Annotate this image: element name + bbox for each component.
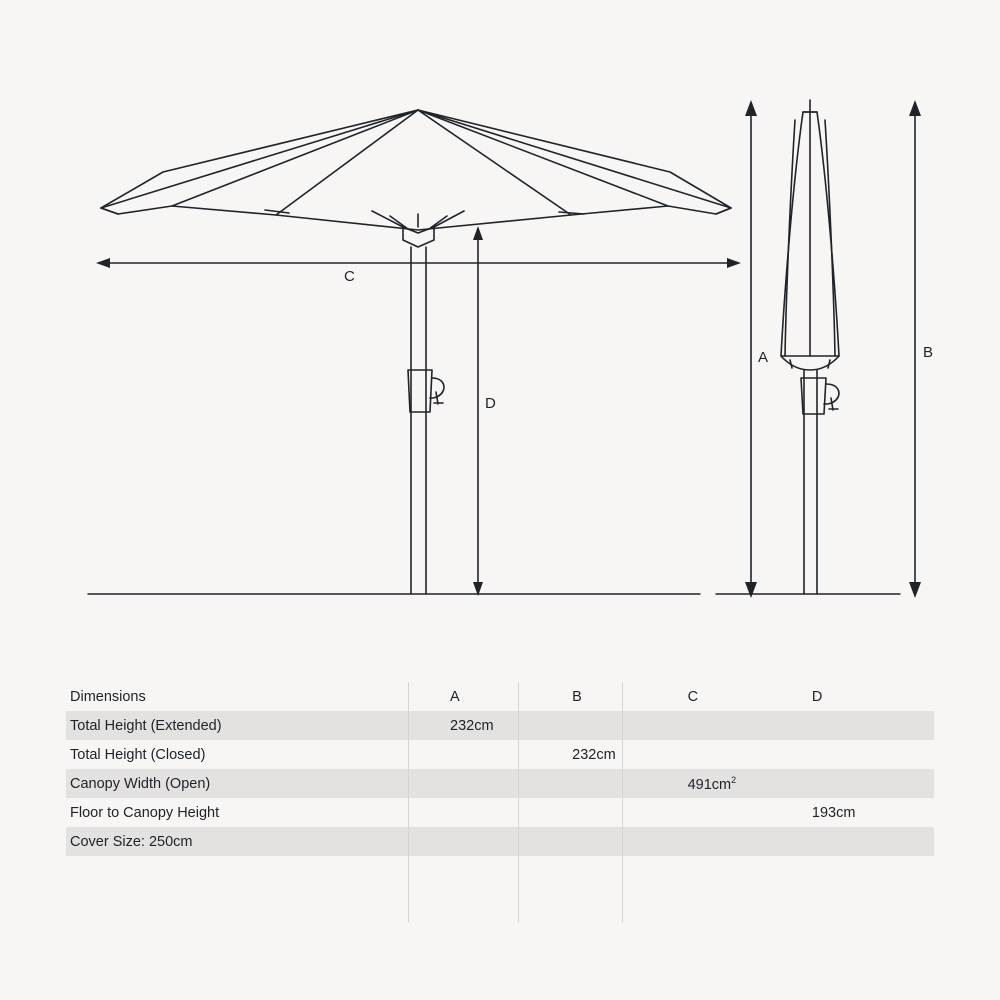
row-value-d: 193cm [811, 804, 856, 821]
row-value-c-number: 491cm [687, 776, 732, 793]
table-row-spacer [66, 856, 934, 885]
spacer-cell [572, 856, 687, 885]
spacer-cell [688, 856, 812, 885]
row-value-c [688, 769, 812, 798]
row-value-c-superscript: 2 [731, 774, 737, 785]
dimension-arrow-b [909, 100, 921, 598]
row-value-d [812, 711, 934, 740]
spacer-cell [572, 885, 687, 914]
open-parasol-illustration [88, 110, 731, 594]
table-divider-a [408, 682, 409, 922]
diagram-label-a: A [758, 349, 769, 366]
table-divider-b [518, 682, 519, 922]
row-value-c [688, 740, 812, 769]
row-value-a [450, 740, 572, 769]
row-value-b [572, 798, 687, 827]
table-header-c: C [687, 688, 699, 705]
diagram-label-d: D [485, 395, 497, 412]
table-header-dimensions: Dimensions [70, 688, 146, 705]
row-value-d [812, 769, 934, 798]
dimensions-table [66, 682, 934, 914]
row-label-total-height-extended: Total Height (Extended) [66, 711, 450, 740]
row-value-a: 232cm [450, 711, 572, 740]
row-value-c [688, 798, 812, 827]
row-label-floor-to-canopy-height: Floor to Canopy Height [70, 804, 220, 821]
spacer-cell [450, 885, 572, 914]
dimension-arrow-a [745, 100, 757, 598]
table-row [66, 769, 934, 798]
row-value-b [572, 711, 687, 740]
table-row [66, 740, 934, 769]
spacer-cell [450, 856, 572, 885]
spacer-cell [66, 885, 450, 914]
dimension-arrow-c [96, 258, 741, 268]
row-value-b [572, 769, 687, 798]
dimension-arrow-d [473, 226, 483, 596]
table-row-spacer [66, 885, 934, 914]
row-value-c [688, 711, 812, 740]
closed-parasol-illustration [716, 100, 900, 594]
row-label-total-height-closed: Total Height (Closed) [70, 746, 206, 763]
row-value-a [450, 769, 572, 798]
diagram-label-c: C [344, 268, 356, 285]
spacer-cell [812, 856, 934, 885]
dimensions-table-wrapper [66, 682, 934, 914]
row-label-canopy-width-open: Canopy Width (Open) [66, 769, 450, 798]
spacer-cell [812, 885, 934, 914]
table-header-b: B [572, 688, 582, 705]
table-row [66, 711, 934, 740]
row-value-d [812, 740, 934, 769]
table-row [66, 682, 934, 711]
table-divider-c [622, 682, 623, 922]
spacer-cell [688, 885, 812, 914]
table-header-d: D [811, 688, 823, 705]
row-value-a [450, 798, 572, 827]
table-row [66, 827, 934, 856]
row-value-b: 232cm [572, 746, 616, 763]
diagram-label-b: B [923, 344, 934, 361]
spacer-cell [66, 856, 450, 885]
row-label-cover-size: Cover Size: 250cm [66, 827, 934, 856]
table-row [66, 798, 934, 827]
table-header-a: A [450, 688, 460, 705]
